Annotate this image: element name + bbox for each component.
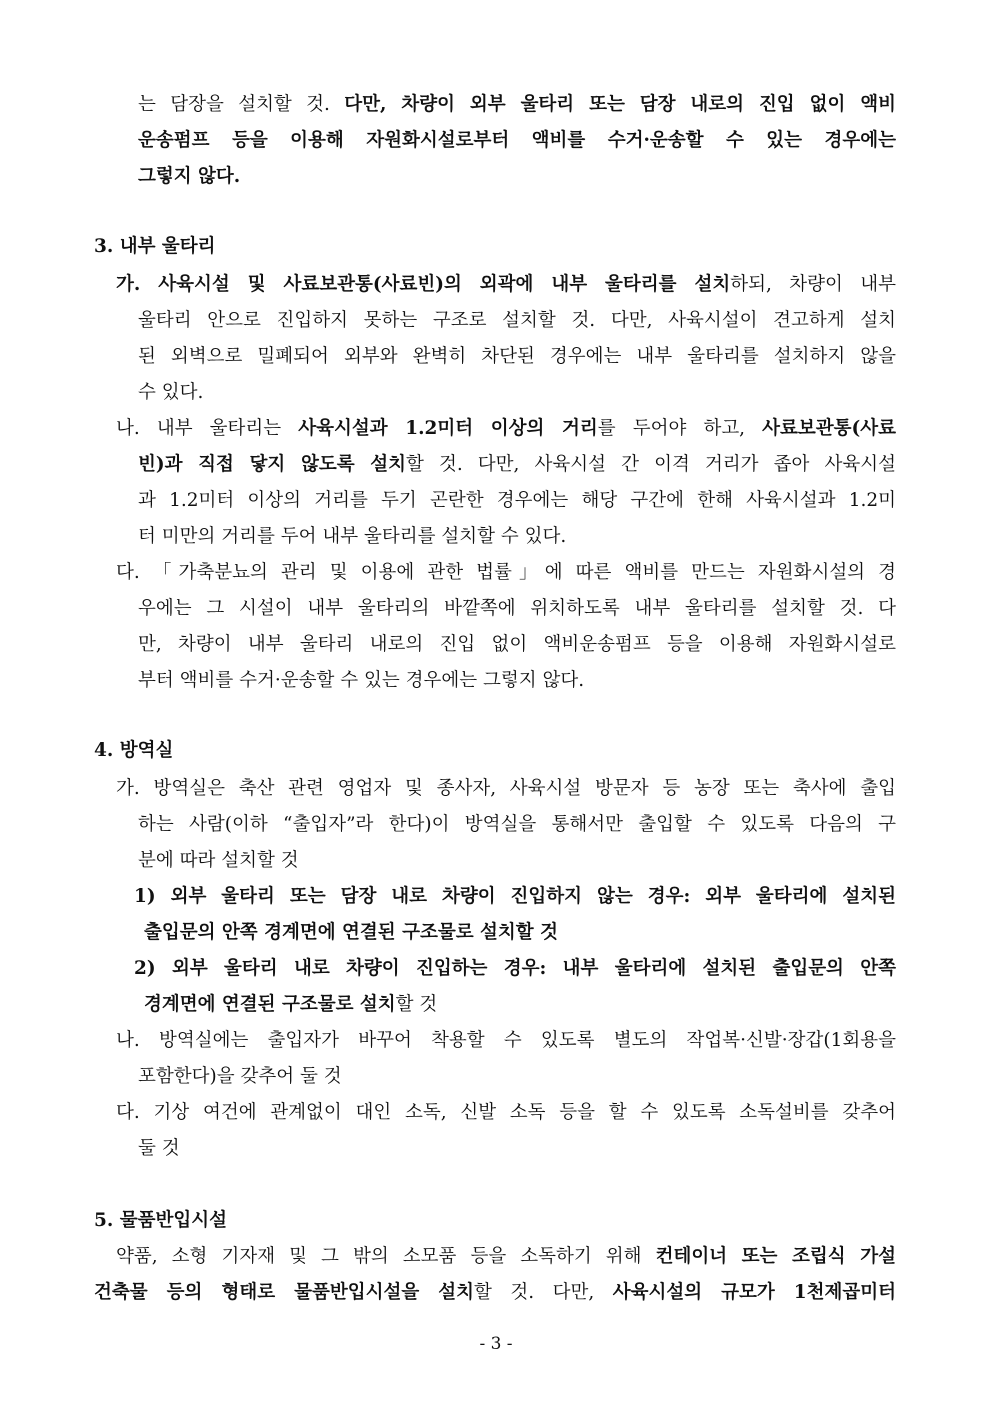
paragraph-line [116, 420, 896, 439]
section-heading: 5. 물품반입시설 [94, 1210, 227, 1231]
bold-text-run: 사육시설과 1.2미터 이상의 거리 [298, 418, 598, 439]
paragraph-line: 우에는 그 시설이 내부 울타리의 바깥쪽에 위치하도록 내부 울타리를 설치할 것. 다 [138, 598, 896, 619]
paragraph-line: 다. 「가축분뇨의 관리 및 이용에 관한 법률」에 따른 액비를 만드는 자원화시설의 경 [116, 562, 896, 583]
paragraph-line [144, 996, 437, 1015]
text-run: 나. 내부 울타리는 [116, 418, 299, 439]
paragraph-line: 만, 차량이 내부 울타리 내로의 진입 없이 액비운송펌프 등을 이용해 자원화시설로 [138, 634, 896, 655]
section-heading: 3. 내부 울타리 [94, 236, 216, 257]
paragraph-line: 2) 외부 울타리 내로 차량이 진입하는 경우: 내부 울타리에 설치된 출입문의 안쪽 [134, 958, 896, 979]
paragraph-line: 둘 것 [138, 1138, 180, 1159]
bold-text-run: 빈)과 직접 닿지 않도록 설치 [138, 454, 406, 475]
paragraph-line: 1) 외부 울타리 또는 담장 내로 차량이 진입하지 않는 경우: 외부 울타리에 설치된 [134, 886, 896, 907]
paragraph-line: 다. 기상 여건에 관계없이 대인 소독, 신발 소독 등을 할 수 있도록 소독설비를 갖추어 [116, 1102, 896, 1123]
paragraph-line: 울타리 안으로 진입하지 못하는 구조로 설치할 것. 다만, 사육시설이 견고하게 설치 [138, 310, 896, 331]
text-run: 약품, 소형 기자재 및 그 밖의 소모품 등을 소독하기 위해 [116, 1246, 656, 1267]
text-run: 하되, 차량이 내부 [730, 274, 896, 295]
text-run: 는 담장을 설치할 것. [138, 94, 345, 115]
paragraph-line: 가. 방역실은 축산 관련 영업자 및 종사자, 사육시설 방문자 등 농장 또는 축사에 출입 [116, 778, 896, 799]
paragraph-line: 분에 따라 설치할 것 [138, 850, 299, 871]
paragraph-line [138, 456, 896, 475]
paragraph-line: 하는 사람(이하 “출입자”라 한다)이 방역실을 통해서만 출입할 수 있도록 다음의 구 [138, 814, 896, 835]
paragraph-line [116, 276, 896, 295]
bold-text-run: 가. 사육시설 및 사료보관통(사료빈)의 외곽에 내부 울타리를 설치 [116, 274, 731, 295]
bold-text-run: 건축물 등의 형태로 물품반입시설을 설치 [94, 1282, 474, 1303]
text-run: 할 것 [395, 994, 438, 1015]
paragraph-line: 된 외벽으로 밀폐되어 외부와 완벽히 차단된 경우에는 내부 울타리를 설치하지 않을 [138, 346, 896, 367]
text-run: 할 것. 다만, 사육시설 간 이격 거리가 좁아 사육시설 [405, 454, 896, 475]
paragraph-line: 운송펌프 등을 이용해 자원화시설로부터 액비를 수거·운송할 수 있는 경우에는 [138, 130, 896, 151]
paragraph-line: 부터 액비를 수거·운송할 수 있는 경우에는 그렇지 않다. [138, 670, 585, 691]
bold-text-run: 컨테이너 또는 조립식 가설 [655, 1246, 896, 1267]
paragraph-line: 나. 방역실에는 출입자가 바꾸어 착용할 수 있도록 별도의 작업복·신발·장갑(1회용을 [116, 1030, 896, 1051]
paragraph-line: 수 있다. [138, 382, 204, 403]
paragraph-line [138, 96, 896, 115]
bold-text-run: 사육시설의 규모가 1천제곱미터 [612, 1282, 897, 1303]
page-number: - 3 - [479, 1334, 513, 1354]
text-run: 를 두어야 하고, [597, 418, 763, 439]
bold-text-run: 사료보관통(사료 [762, 418, 897, 439]
paragraph-line [94, 1284, 896, 1303]
paragraph-line [116, 1248, 896, 1267]
paragraph-line: 과 1.2미터 이상의 거리를 두기 곤란한 경우에는 해당 구간에 한해 사육시설과 1.2미 [138, 490, 896, 511]
paragraph-line: 터 미만의 거리를 두어 내부 울타리를 설치할 수 있다. [138, 526, 567, 547]
paragraph-line: 그렇지 않다. [138, 166, 241, 187]
bold-text-run: 경계면에 연결된 구조물로 설치 [144, 994, 396, 1015]
paragraph-line: 출입문의 안쪽 경계면에 연결된 구조물로 설치할 것 [144, 922, 558, 943]
text-run: 할 것. 다만, [474, 1282, 613, 1303]
section-heading: 4. 방역실 [94, 740, 174, 761]
bold-text-run: 다만, 차량이 외부 울타리 또는 담장 내로의 진입 없이 액비 [344, 94, 896, 115]
paragraph-line: 포함한다)을 갖추어 둘 것 [138, 1066, 342, 1087]
